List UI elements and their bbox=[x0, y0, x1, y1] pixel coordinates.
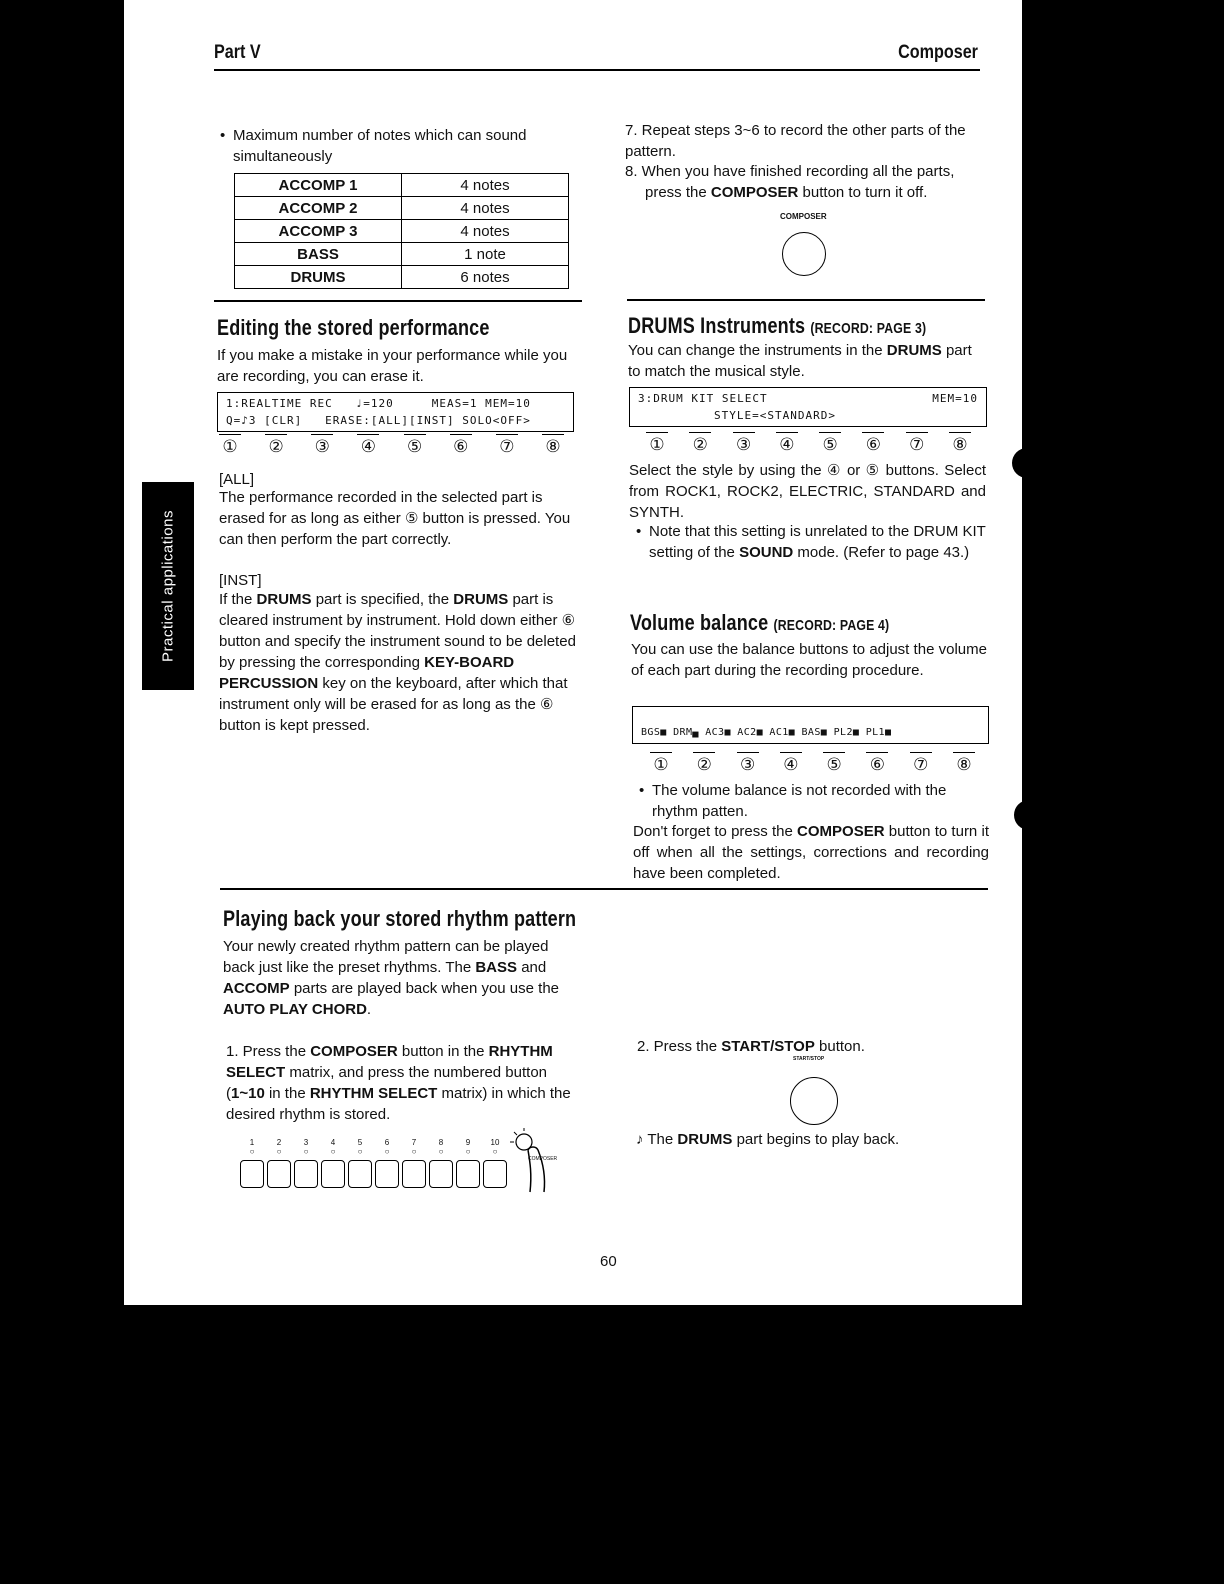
matrix-button: 5 ○ bbox=[348, 1138, 372, 1188]
matrix-number: 9 bbox=[465, 1138, 471, 1147]
step1-text-2: button in the bbox=[397, 1043, 489, 1060]
matrix-number: 4 bbox=[330, 1138, 336, 1147]
step1-text-4: in the bbox=[264, 1085, 310, 1102]
drums-text: Select the style by using the ④ or ⑤ buttons. Select from ROCK1, ROCK2, ELECTRIC, STANDARD and SYNTH. bbox=[629, 462, 986, 521]
matrix-key bbox=[348, 1160, 372, 1188]
matrix-button: 8 ○ bbox=[429, 1138, 453, 1188]
playing-step-1 bbox=[226, 1041, 582, 1125]
playing-title: Playing back your stored rhythm pattern bbox=[223, 906, 577, 931]
inst-text-3: part is cleared instrument by instrument. Hold down either ⑥ button and specify the instrument sound to be deleted by pressing the corresponding bbox=[219, 591, 576, 671]
table-cell-notes: 6 notes bbox=[402, 266, 569, 289]
table-cell-part: ACCOMP 2 bbox=[235, 197, 402, 220]
pressing-hand-icon bbox=[508, 1126, 562, 1198]
lcd-line-1: 1:REALTIME REC ♩=120 MEAS=1 MEM=10 bbox=[226, 397, 531, 410]
table-row bbox=[235, 266, 569, 289]
button-number: ④ bbox=[780, 752, 802, 775]
result-text: The bbox=[643, 1131, 678, 1148]
volume-title bbox=[630, 610, 889, 636]
matrix-number: 1 bbox=[249, 1138, 255, 1147]
lcd-line-2: Q=♪3 [CLR] ERASE:[ALL][INST] SOLO<OFF> bbox=[226, 414, 531, 427]
matrix-key bbox=[483, 1160, 507, 1188]
volume-final-text: Don't forget to press the bbox=[633, 823, 798, 840]
side-tab-label: Practical applications bbox=[159, 510, 177, 662]
registration-dot bbox=[1014, 800, 1044, 830]
matrix-key bbox=[429, 1160, 453, 1188]
header-section: Composer bbox=[898, 42, 978, 63]
startstop-label: START/STOP bbox=[793, 1056, 825, 1062]
registration-dot bbox=[1012, 448, 1042, 478]
table-cell-notes: 4 notes bbox=[402, 220, 569, 243]
inst-bold-2: DRUMS bbox=[453, 591, 509, 608]
editing-title: Editing the stored performance bbox=[217, 315, 490, 340]
volume-button-numbers bbox=[650, 752, 975, 775]
matrix-key bbox=[267, 1160, 291, 1188]
matrix-number: 7 bbox=[411, 1138, 417, 1147]
rhythm-matrix-illustration bbox=[240, 1138, 558, 1198]
playing-result bbox=[636, 1129, 976, 1150]
matrix-key bbox=[375, 1160, 399, 1188]
lcd-line-2: STYLE=<STANDARD> bbox=[714, 409, 836, 422]
matrix-button: 4 ○ bbox=[321, 1138, 345, 1188]
editing-button-numbers bbox=[219, 434, 564, 457]
button-number: ⑥ bbox=[866, 752, 888, 775]
matrix-button: 10 ○ bbox=[483, 1138, 507, 1188]
matrix-key bbox=[294, 1160, 318, 1188]
inst-bold-3: KEY-BOARD PERCUSSION bbox=[219, 654, 515, 692]
result-bold: DRUMS bbox=[677, 1131, 733, 1148]
button-number: ① bbox=[646, 432, 668, 455]
composer-button-label: COMPOSER bbox=[780, 212, 827, 221]
table-cell-part: ACCOMP 3 bbox=[235, 220, 402, 243]
matrix-button: 2 ○ bbox=[267, 1138, 291, 1188]
table-row bbox=[235, 174, 569, 197]
note-icon: ♪ bbox=[636, 1131, 644, 1148]
matrix-number: 2 bbox=[276, 1138, 282, 1147]
matrix-number: 5 bbox=[357, 1138, 363, 1147]
button-number: ② bbox=[689, 432, 711, 455]
volume-final-end: button to turn it off when all the settings, corrections and recording have been completed. bbox=[633, 823, 989, 882]
step-8-line2 bbox=[645, 182, 985, 203]
matrix-number: 3 bbox=[303, 1138, 309, 1147]
step1-text-1: 1. Press the bbox=[226, 1043, 311, 1060]
drums-title-text: DRUMS Instruments bbox=[628, 313, 806, 338]
table-cell-part: DRUMS bbox=[235, 266, 402, 289]
step-7: 7. Repeat steps 3~6 to record the other parts of the pattern. bbox=[625, 122, 966, 160]
matrix-key bbox=[402, 1160, 426, 1188]
table-cell-part: BASS bbox=[235, 243, 402, 266]
button-number: ⑦ bbox=[906, 432, 928, 455]
button-number: ⑥ bbox=[450, 434, 472, 457]
side-tab bbox=[142, 482, 194, 690]
drums-intro-bold: DRUMS bbox=[886, 342, 942, 359]
button-number: ⑦ bbox=[496, 434, 518, 457]
matrix-button: 3 ○ bbox=[294, 1138, 318, 1188]
step8-text-end: button to turn it off. bbox=[798, 184, 928, 201]
step1-text-5: matrix) in which the desired rhythm is stored. bbox=[226, 1085, 571, 1123]
matrix-key bbox=[456, 1160, 480, 1188]
matrix-key bbox=[321, 1160, 345, 1188]
drums-subtitle: (RECORD: PAGE 3) bbox=[810, 320, 927, 337]
inst-text bbox=[219, 589, 577, 736]
header-part: Part V bbox=[214, 42, 261, 63]
step1-text-3: matrix, and press the numbered button ( bbox=[226, 1064, 547, 1102]
table-cell-part: ACCOMP 1 bbox=[235, 174, 402, 197]
table-cell-notes: 4 notes bbox=[402, 197, 569, 220]
drums-title bbox=[628, 313, 926, 339]
step1-bold-4: RHYTHM SELECT bbox=[309, 1085, 438, 1102]
lcd-mem: MEM=10 bbox=[932, 392, 978, 405]
drums-note-text: Note that this setting is unrelated to the DRUM KIT setting of the bbox=[649, 523, 986, 561]
button-number: ⑧ bbox=[542, 434, 564, 457]
playing-intro bbox=[223, 936, 581, 1020]
button-number: ⑤ bbox=[823, 752, 845, 775]
volume-final bbox=[633, 821, 989, 884]
right-scan-border bbox=[1022, 0, 1091, 1584]
matrix-number: 6 bbox=[384, 1138, 390, 1147]
matrix-key bbox=[240, 1160, 264, 1188]
drums-button-numbers bbox=[646, 432, 971, 455]
step2-text: 2. Press the bbox=[637, 1038, 722, 1055]
section-rule-bottom bbox=[220, 888, 988, 890]
section-rule-right bbox=[627, 299, 985, 301]
matrix-buttons bbox=[240, 1138, 540, 1188]
button-number: ② bbox=[693, 752, 715, 775]
playing-intro-3: parts are played back when you use the bbox=[289, 980, 560, 997]
table-row bbox=[235, 220, 569, 243]
volume-note: • The volume balance is not recorded with the rhythm patten. bbox=[652, 780, 988, 822]
startstop-button-icon bbox=[790, 1077, 838, 1125]
playing-step-2 bbox=[637, 1036, 967, 1057]
notes-intro: • Maximum number of notes which can sound simultaneously bbox=[233, 125, 573, 167]
step1-bold-2: RHYTHM SELECT bbox=[226, 1043, 553, 1081]
matrix-number: 8 bbox=[438, 1138, 444, 1147]
table-cell-notes: 4 notes bbox=[402, 174, 569, 197]
volume-final-bold: COMPOSER bbox=[797, 823, 885, 840]
page-number: 60 bbox=[600, 1253, 617, 1270]
drums-note-bold: SOUND bbox=[739, 544, 794, 561]
inst-heading: [INST] bbox=[219, 572, 262, 589]
step-8-line1: 8. When you have finished recording all the parts, bbox=[625, 163, 955, 180]
playing-intro-bold-2: ACCOMP bbox=[223, 980, 290, 997]
button-number: ③ bbox=[733, 432, 755, 455]
matrix-composer-label: COMPOSER bbox=[528, 1156, 558, 1162]
all-heading: [ALL] bbox=[219, 471, 255, 488]
button-number: ① bbox=[650, 752, 672, 775]
result-end: part begins to play back. bbox=[732, 1131, 900, 1148]
button-number: ③ bbox=[737, 752, 759, 775]
step2-end: button. bbox=[814, 1038, 865, 1055]
button-number: ⑤ bbox=[404, 434, 426, 457]
header-rule bbox=[214, 69, 980, 71]
table-row bbox=[235, 197, 569, 220]
playing-intro-bold-3: AUTO PLAY CHORD bbox=[223, 1001, 367, 1018]
matrix-number: 10 bbox=[490, 1138, 500, 1147]
button-number: ④ bbox=[357, 434, 379, 457]
volume-subtitle: (RECORD: PAGE 4) bbox=[773, 617, 890, 634]
drums-intro bbox=[628, 340, 986, 382]
drums-intro-end: part to match the musical style. bbox=[628, 342, 972, 380]
table-row bbox=[235, 243, 569, 266]
playing-intro-1: Your newly created rhythm pattern can be played back just like the preset rhythms. The bbox=[223, 938, 549, 976]
drums-note bbox=[649, 521, 987, 563]
all-text: The performance recorded in the selected part is erased for as long as either ⑤ button is pressed. You can then perform the part correctly. bbox=[219, 489, 571, 548]
table-cell-notes: 1 note bbox=[402, 243, 569, 266]
drums-note-end: mode. (Refer to page 43.) bbox=[793, 544, 970, 561]
drums-intro-text: You can change the instruments in the bbox=[628, 342, 887, 359]
matrix-button: 7 ○ bbox=[402, 1138, 426, 1188]
playing-intro-2: and bbox=[517, 959, 547, 976]
inst-text-4: key on the keyboard, after which that instrument only will be erased for as long as the ⑥ button is kept pressed. bbox=[219, 675, 568, 734]
volume-lcd bbox=[632, 706, 989, 744]
editing-lcd bbox=[217, 392, 574, 432]
lcd-line-1: 3:DRUM KIT SELECT bbox=[638, 392, 768, 405]
matrix-button: 9 ○ bbox=[456, 1138, 480, 1188]
button-number: ⑤ bbox=[819, 432, 841, 455]
button-number: ⑧ bbox=[953, 752, 975, 775]
step1-bold-1: COMPOSER bbox=[310, 1043, 398, 1060]
drums-lcd bbox=[629, 387, 987, 427]
step2-bold: START/STOP bbox=[721, 1038, 815, 1055]
matrix-button: 1 ○ bbox=[240, 1138, 264, 1188]
playing-intro-4: . bbox=[366, 1001, 372, 1018]
button-number: ⑦ bbox=[910, 752, 932, 775]
inst-bold-1: DRUMS bbox=[256, 591, 312, 608]
button-number: ④ bbox=[776, 432, 798, 455]
button-number: ② bbox=[265, 434, 287, 457]
inst-text-2: part is specified, the bbox=[311, 591, 454, 608]
step8-text: press the bbox=[645, 184, 711, 201]
button-number: ③ bbox=[311, 434, 333, 457]
button-number: ⑧ bbox=[949, 432, 971, 455]
button-number: ⑥ bbox=[862, 432, 884, 455]
section-rule-left bbox=[214, 300, 582, 302]
notes-table bbox=[234, 173, 569, 289]
inst-text-1: If the bbox=[219, 591, 257, 608]
volume-lcd-readout: BGS■ DRM▄ AC3■ AC2■ AC1■ BAS■ PL2■ PL1■ bbox=[641, 727, 892, 738]
composer-button-icon bbox=[782, 232, 826, 276]
matrix-button: 6 ○ bbox=[375, 1138, 399, 1188]
button-number: ① bbox=[219, 434, 241, 457]
volume-intro: You can use the balance buttons to adjust the volume of each part during the recording procedure. bbox=[631, 641, 987, 679]
playing-intro-bold-1: BASS bbox=[475, 959, 518, 976]
volume-title-text: Volume balance bbox=[630, 610, 769, 635]
editing-intro: If you make a mistake in your performance while you are recording, you can erase it. bbox=[217, 347, 568, 385]
step1-bold-3: 1~10 bbox=[231, 1085, 265, 1102]
step8-bold: COMPOSER bbox=[710, 184, 799, 201]
